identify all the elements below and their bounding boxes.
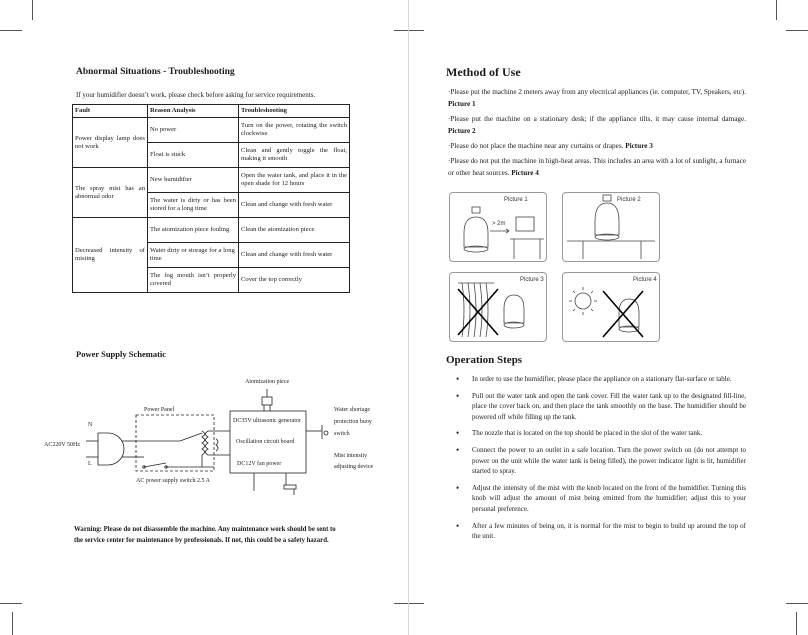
picture-ref: Picture 2	[448, 126, 476, 135]
picture-3	[449, 272, 547, 342]
neutral-label: N	[88, 422, 93, 428]
picture-4-label: Picture 4	[633, 277, 657, 283]
reason-cell: Float is stuck	[148, 143, 239, 168]
reason-cell: The atomization piece fouling	[148, 218, 239, 243]
method-of-use-title: Method of Use	[446, 65, 521, 79]
fix-cell: Cover the top correctly	[239, 268, 350, 293]
fault-cell: Power display lamp does not work	[73, 118, 148, 168]
crop-mark	[0, 603, 22, 604]
list-item: • Connect the power to an outlet in a safe location. Turn the power switch on (do not attempt to power on the unit while the water tank is being filled), the power indicator light is lit, humidifier started to spray.	[452, 445, 746, 477]
table-header: Troubleshooting	[239, 105, 350, 118]
reason-cell: The water is dirty or has been stored for a long time	[148, 193, 239, 218]
crop-mark	[32, 0, 33, 20]
operation-steps-list	[452, 374, 746, 548]
method-text: ·Please put the machine 2 meters away from any electrical appliances (ie. computer, TV, Speakers, etc).	[448, 88, 746, 96]
water-shortage-label: switch	[334, 431, 350, 437]
method-item	[448, 114, 746, 137]
fix-cell: Turn on the power, rotating the switch clockwise	[239, 118, 350, 143]
crop-mark	[12, 612, 13, 635]
picture-1-label: Picture 1	[504, 197, 528, 203]
fault-cell: Decreased intensity of misting	[73, 218, 148, 293]
troubleshooting-intro: If your humidifier doesn’t work, please check before asking for service requirements.	[76, 91, 316, 99]
picture-ref: Picture 3	[625, 142, 653, 150]
mist-intensity-label: Mist intensity	[334, 453, 368, 459]
method-text: ·Please do not put the machine in high-heat areas. This includes an area with a lot of sunlight, a furnace or other heat sources.	[448, 157, 746, 177]
crop-mark	[786, 603, 808, 604]
crop-mark	[786, 30, 808, 31]
reason-cell: No power	[148, 118, 239, 143]
crop-mark	[0, 30, 22, 31]
picture-ref: Picture 1	[448, 99, 476, 108]
ac-input-label: AC220V 50Hz	[44, 442, 81, 448]
table-row	[73, 218, 350, 243]
fix-cell: Open the water tank, and place it in the open shade for 12 hours	[239, 168, 350, 193]
plug-shape	[98, 433, 124, 465]
fix-cell: Clean and change with fresh water	[239, 243, 350, 268]
reason-cell: New humidifier	[148, 168, 239, 193]
method-item	[448, 87, 746, 110]
power-panel-label: Power Panel	[144, 407, 175, 413]
picture-2	[562, 192, 660, 262]
circuit-board-label: Oscillation circuit board	[236, 439, 295, 445]
list-item: • The nozzle that is located on the top should be placed in the slot of the water tank.	[452, 428, 746, 439]
water-shortage-label: Water shortage	[334, 407, 370, 413]
generator-label: DC35V ultrasonic generator	[233, 418, 301, 424]
table-row	[73, 168, 350, 193]
reason-cell: The fog mouth isn’t properly covered	[148, 268, 239, 293]
fix-cell: Clean and change with fresh water	[239, 193, 350, 218]
picture-2-label: Picture 2	[617, 197, 641, 203]
list-item: • Pull out the water tank and open the tank cover. Fill the water tank up to the designated fill-line, place the cover back on, and then place the tank smoothly on the base. The humidifier should be powered off while filling up the tank.	[452, 391, 746, 423]
crop-mark	[394, 30, 424, 31]
list-item: • In order to use the humidifier, please place the appliance on a stationary flat-surface or table.	[452, 374, 746, 385]
reason-cell: Water dirty or storage for a long time	[148, 243, 239, 268]
live-label: L	[88, 461, 92, 467]
fix-cell: Clean and gently toggle the float, making it smooth	[239, 143, 350, 168]
picture-ref: Picture 4	[511, 168, 539, 177]
distance-label: > 2m	[492, 221, 506, 227]
mist-intensity-label: adjusting device	[334, 464, 374, 470]
method-item	[448, 141, 746, 153]
table-row	[73, 118, 350, 143]
list-item: • Adjust the intensity of the mist with the knob located on the front of the humidifier. Turning this knob will adjust the amount of mist being emitted from the humidifier; adjust this to your personal preference.	[452, 483, 746, 515]
water-shortage-label: protection buoy	[334, 419, 372, 425]
switch-label: AC power supply switch 2.5 A	[136, 478, 210, 484]
method-text: ·Please put the machine on a stationary desk; if the appliance tilts, it may cause internal damage.	[448, 115, 746, 123]
switch-symbol	[144, 463, 166, 467]
list-item: • After a few minutes of being on, it is normal for the mist to begin to build up around the top of the unit.	[452, 521, 746, 542]
fix-cell: Clean the atomization piece	[239, 218, 350, 243]
method-text: ·Please do not place the machine near any curtains or drapes.	[448, 142, 624, 150]
fan-power-label: DC12V fan power	[237, 461, 282, 467]
table-header: Fault	[73, 105, 148, 118]
schematic-title: Power Supply Schematic	[76, 349, 167, 359]
crop-mark	[394, 603, 424, 604]
crop-mark	[796, 612, 797, 635]
operation-steps-title: Operation Steps	[446, 354, 523, 366]
crop-mark	[776, 0, 777, 20]
method-item	[448, 156, 746, 179]
atomization-label: Atomization piece	[245, 379, 290, 385]
picture-3-label: Picture 3	[520, 277, 544, 283]
table-header: Reason Analysis	[148, 105, 239, 118]
picture-1	[449, 192, 547, 262]
troubleshooting-table	[72, 104, 350, 293]
safety-warning: Warning: Please do not disassemble the machine. Any maintenance work should be sent to the service center for maintenance by professionals. If not, this could be a safety hazard.	[74, 526, 336, 544]
fault-cell: The spray mist has an abnormal odor	[73, 168, 148, 218]
picture-4	[562, 272, 660, 342]
power-supply-schematic	[40, 375, 390, 505]
troubleshooting-title: Abnormal Situations - Troubleshooting	[76, 67, 235, 77]
page-fold	[408, 0, 409, 635]
